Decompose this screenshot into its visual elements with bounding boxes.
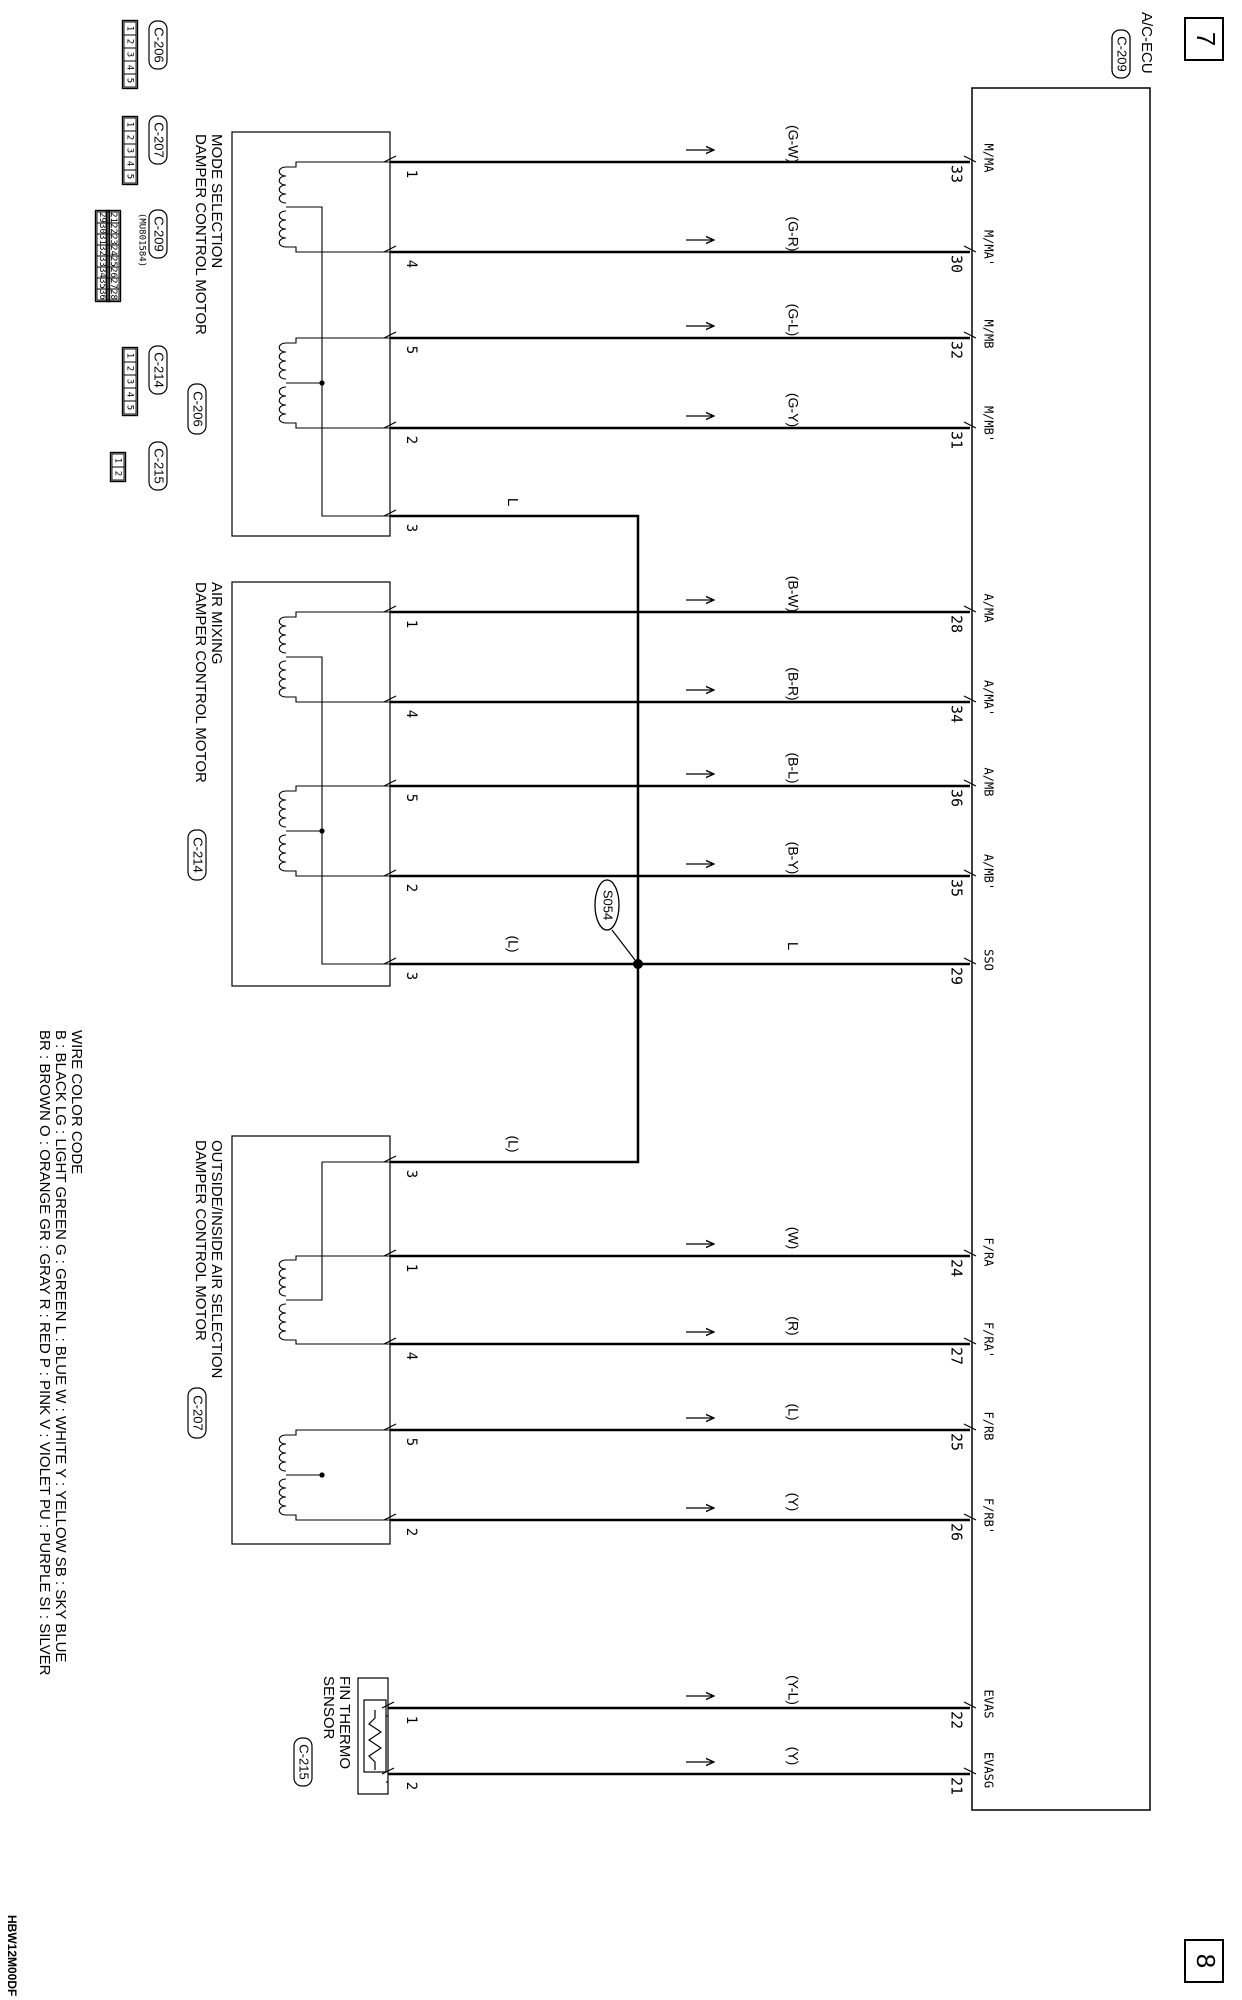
ecu-pin-number: 28 <box>947 614 966 634</box>
ecu-pin-number: 27 <box>947 1346 966 1366</box>
wire-color-label: (B-Y) <box>785 841 802 875</box>
winding-coil <box>279 1260 286 1296</box>
winding-lead <box>286 1340 390 1344</box>
sensor-connector: C-215 <box>296 1744 312 1780</box>
pin-cell: 34 <box>97 267 107 278</box>
splice-dot <box>633 959 643 969</box>
center-tap <box>286 207 390 516</box>
wire-color-label: (B-W) <box>785 575 802 613</box>
ecu-pin-number: 25 <box>947 1432 966 1452</box>
wire-color-label: (B-L) <box>785 752 802 784</box>
ecu-pin-number: 21 <box>947 1776 966 1796</box>
legend-c215-pins <box>111 453 126 482</box>
legend-c209-label <box>149 210 167 258</box>
ecu-pin-number: 35 <box>947 878 966 898</box>
common-air-color: (L) <box>505 935 522 953</box>
fresh-motor-box <box>232 1136 390 1544</box>
mode-motor-label-1: MODE SELECTION <box>208 134 225 269</box>
wire-color-code-line-2: BR : BROWN O : ORANGE GR : GRAY R : RED P : PINK V : VIOLET PU : PURPLE SI : SILVER <box>36 1030 53 1676</box>
ecu-pin-number: 30 <box>947 254 966 274</box>
wire-color-label: (B-R) <box>785 667 802 701</box>
pin-cell: 1 <box>124 352 135 359</box>
winding-lead <box>286 1430 390 1435</box>
fresh-motor-label-1: OUTSIDE/INSIDE AIR SELECTION <box>208 1140 225 1379</box>
fresh-motor-coils-icon <box>286 1162 390 1520</box>
motor-pin-number: 5 <box>403 345 419 355</box>
winding-coil <box>279 791 286 827</box>
ecu-pin-label: F/RB <box>981 1411 996 1441</box>
legend-c209-part-number: (MU801584) <box>136 212 147 268</box>
pin-cell: 28 <box>108 289 118 300</box>
common-fresh-pin: 3 <box>403 1169 419 1179</box>
winding-coil <box>279 343 286 379</box>
pin-cell: 4 <box>124 64 135 71</box>
legend-c215-label <box>149 442 167 490</box>
wire-color-code-line-1: B : BLACK LG : LIGHT GREEN G : GREEN L : BLUE W : WHITE Y : YELLOW SB : SKY BLUE <box>52 1030 69 1663</box>
pin-cell: 32 <box>97 245 107 256</box>
wire-mb <box>384 304 996 359</box>
pin-cell: 2 <box>124 365 135 372</box>
ecu-pin-label: M/MB' <box>981 405 996 443</box>
page-number-right: 8 <box>1191 1953 1222 1969</box>
pin-cell: 2 <box>112 470 123 477</box>
winding-coil <box>279 211 286 247</box>
ecu-pin-number: 34 <box>947 704 966 724</box>
legend-c207-label <box>149 116 167 164</box>
winding-coil <box>279 835 286 871</box>
air-motor-connector: C-214 <box>190 837 206 873</box>
mode-motor-connector: C-206 <box>190 391 206 427</box>
pin-cell: 3 <box>124 51 135 58</box>
ecu-box <box>972 88 1150 1810</box>
wire-evas <box>382 1675 996 1729</box>
wire-color-label: (Y) <box>785 1746 802 1766</box>
winding-lead <box>286 1515 390 1520</box>
fresh-motor-label-2: DAMPER CONTROL MOTOR <box>192 1140 209 1341</box>
pin-cell: 2 <box>124 134 135 141</box>
ecu-pin-number: 29 <box>947 966 966 986</box>
connector-label: C-214 <box>151 352 167 388</box>
ecu-pin-number: 22 <box>947 1710 966 1730</box>
wire-color-label: (Y-L) <box>785 1675 802 1705</box>
motor-pin-number: 2 <box>403 1527 419 1537</box>
junction-dot <box>319 1472 324 1477</box>
ecu-pin-label: M/MA' <box>981 229 996 267</box>
motor-pin-number: 1 <box>403 1715 419 1725</box>
winding-lead <box>286 612 390 617</box>
legend-c207-pins <box>123 117 138 185</box>
ecu-pin-number: 31 <box>947 430 966 450</box>
wire-color-label: (L) <box>785 1403 802 1421</box>
wire-color-label: (G-W) <box>785 124 802 164</box>
pin-cell: 26 <box>108 267 118 278</box>
ecu-pin-number: 33 <box>947 164 966 184</box>
wire-fraa <box>384 1316 996 1365</box>
pin-cell: 4 <box>124 391 135 398</box>
junction-dot <box>319 380 324 385</box>
fresh-motor-connector: C-207 <box>190 1395 206 1431</box>
winding-lead <box>286 338 390 343</box>
motor-pin-number: 1 <box>403 619 419 629</box>
ecu-pin-label: SSO <box>981 949 996 971</box>
common-mode-color: L <box>504 497 522 507</box>
winding-lead <box>286 697 390 702</box>
ecu-pin-number: 26 <box>947 1522 966 1542</box>
common-air-pin: 3 <box>403 971 419 981</box>
ecu-title: A/C-ECU <box>1138 12 1155 74</box>
legend-c206-pins <box>123 21 138 89</box>
wire-color-code-title: WIRE COLOR CODE <box>68 1030 85 1175</box>
center-tap <box>286 1162 390 1300</box>
pin-cell: 3 <box>124 378 135 385</box>
winding-coil <box>279 1304 286 1340</box>
wire-color-label: (W) <box>785 1226 802 1250</box>
sensor-label-1: FIN THERMO <box>336 1676 353 1770</box>
ecu-pin-label: EVAS <box>981 1689 996 1719</box>
pin-cell: 30 <box>97 223 107 234</box>
pin-cell: 1 <box>124 25 135 32</box>
legend-c209-row-1 <box>107 211 121 302</box>
ecu-pin-number: 32 <box>947 340 966 360</box>
air-motor-label-1: AIR MIXING <box>208 582 225 665</box>
ecu-pin-number: 36 <box>947 788 966 808</box>
pin-cell: 5 <box>124 173 135 180</box>
pin-cell: 25 <box>108 256 118 267</box>
pin-cell: 33 <box>97 256 107 267</box>
ecu-pin-label: F/RB' <box>981 1497 996 1535</box>
pin-cell: 24 <box>108 245 118 256</box>
motor-pin-number: 2 <box>403 1781 419 1791</box>
wire-maa <box>384 217 996 274</box>
winding-lead <box>286 871 390 876</box>
wire-frb <box>384 1403 996 1451</box>
motor-pin-number: 4 <box>403 1351 419 1361</box>
mode-motor-label-2: DAMPER CONTROL MOTOR <box>192 134 209 335</box>
motor-pin-number: 4 <box>403 259 419 269</box>
connector-label: C-209 <box>151 216 167 252</box>
wire-amaa <box>384 667 996 723</box>
wire-color-label: (G-L) <box>785 303 802 337</box>
motor-pin-number: 2 <box>403 883 419 893</box>
sensor-box <box>358 1678 388 1794</box>
ecu-connector-label: C-209 <box>1114 36 1130 72</box>
page-number-left: 7 <box>1191 31 1222 47</box>
connector-label: C-215 <box>151 448 167 484</box>
air-motor-box <box>232 582 390 986</box>
wire-color-label: L <box>784 941 802 951</box>
wire-ambb <box>384 842 996 897</box>
connector-label: C-206 <box>151 27 167 63</box>
winding-lead <box>286 162 390 167</box>
ecu-pin-label: A/MA' <box>981 679 996 717</box>
wire-color-label: (G-Y) <box>785 392 802 428</box>
motor-pin-number: 5 <box>403 793 419 803</box>
legend-c214-pins <box>123 348 138 416</box>
winding-coil <box>279 387 286 423</box>
ecu-pin-label: F/RA' <box>981 1321 996 1359</box>
motor-pin-number: 2 <box>403 435 419 445</box>
ecu-pin-label: A/MB <box>981 767 996 797</box>
pin-cell: 31 <box>97 234 107 245</box>
pin-cell: 29 <box>97 212 107 223</box>
wire-evasg <box>382 1747 996 1795</box>
splice-pointer <box>612 930 635 960</box>
ecu-pin-number: 24 <box>947 1258 966 1278</box>
pin-cell: 3 <box>124 147 135 154</box>
wire-ma <box>384 125 996 183</box>
winding-coil <box>279 1479 286 1515</box>
ecu-pin-label: M/MA <box>981 143 996 173</box>
ecu-pin-label: A/MA <box>981 593 996 623</box>
pin-cell: 27 <box>108 278 118 289</box>
winding-coil <box>279 617 286 653</box>
motor-pin-number: 5 <box>403 1437 419 1447</box>
winding-lead <box>286 1256 390 1260</box>
winding-coil <box>279 1435 286 1471</box>
common-mode-pin: 3 <box>403 523 419 533</box>
pin-cell: 36 <box>97 289 107 300</box>
common-fresh-color: (L) <box>505 1135 522 1153</box>
wire-amb <box>384 752 996 807</box>
wire-color-label: (R) <box>785 1316 802 1336</box>
pin-cell: 1 <box>112 457 123 464</box>
pin-cell: 5 <box>124 404 135 411</box>
mode-motor-box <box>232 132 390 536</box>
ecu-pin-label: A/MB' <box>981 853 996 891</box>
winding-coil <box>279 167 286 203</box>
pin-cell: 4 <box>124 160 135 167</box>
connector-label: C-207 <box>151 122 167 158</box>
wire-fra <box>384 1227 996 1277</box>
motor-pin-number: 4 <box>403 709 419 719</box>
figure-code: HBW12M00DF <box>5 1915 19 1997</box>
winding-lead <box>286 247 390 252</box>
pin-cell: 1 <box>124 121 135 128</box>
mode-motor-coils-icon <box>286 162 390 516</box>
air-motor-coils-icon <box>286 612 390 964</box>
motor-pin-number: 1 <box>403 169 419 179</box>
pin-cell: 23 <box>108 234 118 245</box>
center-tap <box>286 657 390 964</box>
sensor-label-2: SENSOR <box>320 1676 337 1740</box>
legend-c209-row-2 <box>96 211 110 302</box>
wire-color-label: (G-R) <box>785 216 802 252</box>
legend-c214-label <box>149 346 167 394</box>
winding-coil <box>279 661 286 697</box>
wire-frbb <box>384 1493 996 1541</box>
thermistor-icon <box>364 1700 388 1782</box>
pin-cell: 22 <box>108 223 118 234</box>
pin-cell: 21 <box>108 212 118 223</box>
winding-lead <box>286 786 390 791</box>
motor-pin-number: 1 <box>403 1263 419 1273</box>
winding-lead <box>286 423 390 428</box>
legend-c206-label <box>149 21 167 69</box>
splice-label: S054 <box>600 889 616 921</box>
pin-cell: 35 <box>97 278 107 289</box>
pin-cell: 5 <box>124 77 135 84</box>
junction-dot <box>319 828 324 833</box>
ecu-pin-label: F/RA <box>981 1237 996 1267</box>
wire-mbb <box>384 393 996 449</box>
ecu-pin-label: EVASG <box>981 1751 996 1789</box>
ecu-pin-label: M/MB <box>981 319 996 349</box>
wire-ama <box>384 576 996 633</box>
pin-cell: 2 <box>124 38 135 45</box>
wire-color-label: (Y) <box>785 1492 802 1512</box>
air-motor-label-2: DAMPER CONTROL MOTOR <box>192 582 209 783</box>
